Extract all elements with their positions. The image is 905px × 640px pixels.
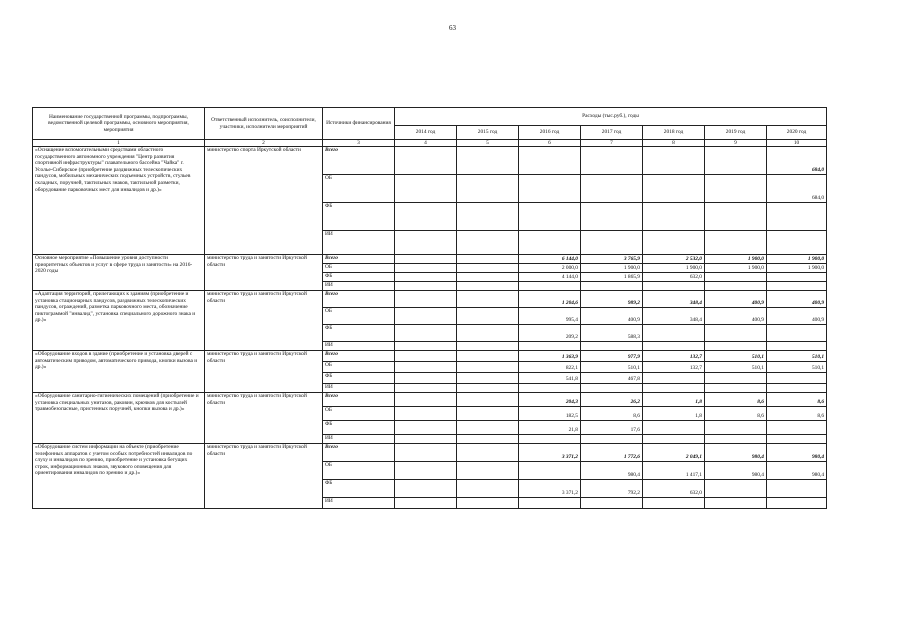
expense-value-cell: 1 900,0 — [767, 264, 827, 273]
expense-value-cell — [395, 421, 457, 435]
expense-value-cell — [457, 308, 519, 325]
executor-cell: министерство труда и занятости Иркутской области — [205, 393, 323, 444]
expense-value-cell: 209,2 — [519, 325, 581, 342]
expense-value-cell: 17,6 — [581, 421, 643, 435]
expense-value-cell — [519, 462, 581, 480]
header-year: 2018 год — [643, 126, 705, 140]
expense-value-cell: 400,9 — [767, 291, 827, 308]
expense-value-cell: 132,7 — [643, 362, 705, 373]
activity-name-cell: «Адаптация территорий, прилегающих к зданиям (приобретение и установка стационарных пандусов, раздвижных телескопических пандусов, ограждений, разметка парковочного места, обозначение пиктограммой "инвалид", установка специального дорожного знака и др.)» — [33, 291, 205, 351]
header-year: 2016 год — [519, 126, 581, 140]
expense-value-cell — [705, 175, 767, 203]
expense-value-cell — [643, 384, 705, 393]
expense-value-cell — [643, 203, 705, 231]
expense-value-cell — [767, 342, 827, 351]
expense-value-cell: 510,1 — [767, 362, 827, 373]
expense-value-cell — [457, 421, 519, 435]
expense-value-cell: 632,0 — [643, 480, 705, 498]
expense-value-cell: 684,0 — [767, 175, 827, 203]
funding-source-cell: Всего — [323, 393, 395, 407]
expense-value-cell — [705, 231, 767, 255]
expense-value-cell — [519, 498, 581, 509]
expense-value-cell — [457, 255, 519, 264]
expense-value-cell: 8,6 — [705, 393, 767, 407]
expense-value-cell — [457, 273, 519, 282]
expense-value-cell — [643, 435, 705, 444]
expense-value-cell — [767, 203, 827, 231]
expense-value-cell — [643, 147, 705, 175]
expense-value-cell — [457, 480, 519, 498]
column-index: 2 — [205, 140, 323, 147]
expense-value-cell — [395, 444, 457, 462]
expense-value-cell — [395, 362, 457, 373]
expense-value-cell — [581, 231, 643, 255]
expense-value-cell — [519, 175, 581, 203]
expense-value-cell: 510,1 — [705, 351, 767, 362]
expense-value-cell — [457, 175, 519, 203]
expense-value-cell: 1,8 — [643, 393, 705, 407]
expense-value-cell — [395, 498, 457, 509]
header-year: 2020 год — [767, 126, 827, 140]
expense-value-cell — [457, 203, 519, 231]
expense-value-cell: 8,6 — [767, 393, 827, 407]
expense-value-cell: 400,9 — [705, 291, 767, 308]
expense-value-cell: 684,0 — [767, 147, 827, 175]
expense-value-cell — [519, 282, 581, 291]
budget-table-sheet — [32, 107, 826, 509]
expense-value-cell: 980,4 — [705, 462, 767, 480]
expense-value-cell — [767, 498, 827, 509]
expense-value-cell: 980,4 — [767, 462, 827, 480]
expense-value-cell — [767, 435, 827, 444]
expense-value-cell — [395, 373, 457, 384]
expense-value-cell: 8,6 — [581, 407, 643, 421]
expense-value-cell: 2 532,0 — [643, 255, 705, 264]
expense-value-cell — [395, 231, 457, 255]
expense-value-cell — [395, 407, 457, 421]
expense-value-cell — [395, 264, 457, 273]
funding-source-cell: ИИ — [323, 282, 395, 291]
expense-value-cell: 588,3 — [581, 325, 643, 342]
expense-value-cell: 632,0 — [643, 273, 705, 282]
column-index: 3 — [323, 140, 395, 147]
executor-cell: министерство труда и занятости Иркутской области — [205, 291, 323, 351]
expense-value-cell — [705, 342, 767, 351]
expense-value-cell — [767, 480, 827, 498]
expense-value-cell: 510,1 — [705, 362, 767, 373]
expense-value-cell: 400,9 — [767, 308, 827, 325]
expense-value-cell: 980,4 — [581, 462, 643, 480]
expense-value-cell — [705, 325, 767, 342]
column-index: 5 — [457, 140, 519, 147]
expense-value-cell — [581, 498, 643, 509]
expense-value-cell — [643, 421, 705, 435]
expense-value-cell: 3 371,2 — [519, 444, 581, 462]
expense-value-cell: 1 363,9 — [519, 351, 581, 362]
expense-value-cell — [457, 498, 519, 509]
expense-value-cell — [705, 498, 767, 509]
expense-value-cell — [643, 342, 705, 351]
expense-value-cell: 822,1 — [519, 362, 581, 373]
expense-value-cell: 792,2 — [581, 480, 643, 498]
expense-value-cell: 980,4 — [767, 444, 827, 462]
expense-value-cell — [457, 282, 519, 291]
activity-name-cell: «Оснащение вспомогательными средствами областного государственного автономного учреждения "Центр развития спортивной инфраструктуры" плавательного бассейна "Чайка" г. Усолье-Сибирское (приобретение раздвижных телескопических пандусов, мобильных механических подъемных устройств, стульев складных, поручней, тактильных знаков, тактильной разметки, оборудование парковочных мест для инвалидов и др.)» — [33, 147, 205, 255]
expense-value-cell — [457, 264, 519, 273]
expense-value-cell — [395, 255, 457, 264]
expense-value-cell — [457, 351, 519, 362]
expenses-table — [32, 107, 827, 509]
executor-cell: министерство труда и занятости Иркутской области — [205, 351, 323, 393]
column-index: 7 — [581, 140, 643, 147]
expense-value-cell: 980,4 — [705, 444, 767, 462]
header-expenses: Расходы (тыс.руб.), годы — [395, 108, 827, 126]
expense-value-cell: 1 900,0 — [581, 264, 643, 273]
funding-source-cell: ФБ — [323, 373, 395, 384]
activity-name-cell: «Оборудование санитарно-гигиенических помещений (приобретение и установка специальных унитазов, раковин, крючков для костылей травмобезопасные, пристенных поручней, кнопки вызова и др.)» — [33, 393, 205, 444]
expense-value-cell: 1 900,0 — [767, 255, 827, 264]
expense-value-cell — [581, 147, 643, 175]
expense-value-cell — [457, 462, 519, 480]
expense-value-cell — [581, 282, 643, 291]
expense-value-cell — [581, 435, 643, 444]
expense-value-cell — [457, 231, 519, 255]
expense-value-cell — [395, 351, 457, 362]
funding-source-cell: ФБ — [323, 273, 395, 282]
expense-value-cell: 2 049,1 — [643, 444, 705, 462]
funding-source-cell: Всего — [323, 147, 395, 175]
expense-value-cell: 348,4 — [643, 308, 705, 325]
expense-value-cell: 4 144,0 — [519, 273, 581, 282]
expense-value-cell: 182,5 — [519, 407, 581, 421]
expense-value-cell: 132,7 — [643, 351, 705, 362]
expense-value-cell — [767, 325, 827, 342]
table-row — [33, 444, 827, 462]
expense-value-cell: 3 371,2 — [519, 480, 581, 498]
header-year: 2014 год — [395, 126, 457, 140]
funding-source-cell: ОБ — [323, 407, 395, 421]
expense-value-cell: 204,3 — [519, 393, 581, 407]
expense-value-cell — [395, 462, 457, 480]
expense-value-cell — [457, 147, 519, 175]
funding-source-cell: ИИ — [323, 384, 395, 393]
expense-value-cell: 1 865,9 — [581, 273, 643, 282]
executor-cell: министерство труда и занятости Иркутской области — [205, 444, 323, 509]
expense-value-cell — [457, 325, 519, 342]
expense-value-cell — [395, 291, 457, 308]
funding-source-cell: ИИ — [323, 498, 395, 509]
expense-value-cell: 3 765,9 — [581, 255, 643, 264]
expense-value-cell — [395, 480, 457, 498]
expense-value-cell — [705, 373, 767, 384]
expense-value-cell — [767, 273, 827, 282]
expense-value-cell: 1 772,6 — [581, 444, 643, 462]
executor-cell: министерство труда и занятости Иркутской области — [205, 255, 323, 291]
expense-value-cell — [457, 342, 519, 351]
expense-value-cell — [767, 384, 827, 393]
funding-source-cell: Всего — [323, 291, 395, 308]
expense-value-cell — [767, 282, 827, 291]
expense-value-cell — [519, 342, 581, 351]
expense-value-cell: 1 204,6 — [519, 291, 581, 308]
column-index: 1 — [33, 140, 205, 147]
expense-value-cell — [705, 480, 767, 498]
expense-value-cell — [395, 203, 457, 231]
expense-value-cell: 989,2 — [581, 291, 643, 308]
expense-value-cell — [705, 273, 767, 282]
expense-value-cell: 1 900,0 — [643, 264, 705, 273]
column-index: 6 — [519, 140, 581, 147]
expense-value-cell: 541,8 — [519, 373, 581, 384]
expense-value-cell — [767, 373, 827, 384]
header-year: 2017 год — [581, 126, 643, 140]
expense-value-cell — [767, 231, 827, 255]
table-row — [33, 255, 827, 264]
expense-value-cell — [395, 308, 457, 325]
expense-value-cell — [643, 498, 705, 509]
expense-value-cell — [395, 393, 457, 407]
expense-value-cell: 977,9 — [581, 351, 643, 362]
expense-value-cell — [395, 325, 457, 342]
activity-name-cell: Основное мероприятие «Повышение уровня доступности приоритетных объектов и услуг в сфере труда и занятости» на 2016-2020 годы — [33, 255, 205, 291]
page-number: 63 — [449, 24, 456, 32]
funding-source-cell: ФБ — [323, 325, 395, 342]
expense-value-cell: 8,6 — [767, 407, 827, 421]
expense-value-cell: 6 144,0 — [519, 255, 581, 264]
expense-value-cell — [581, 203, 643, 231]
column-index: 9 — [705, 140, 767, 147]
funding-source-cell: ФБ — [323, 480, 395, 498]
activity-name-cell: «Оборудование входов в здание (приобретение и установка дверей с автоматическим приводом, автоматического привода, кнопки вызова и др.)» — [33, 351, 205, 393]
expense-value-cell: 995,4 — [519, 308, 581, 325]
expense-value-cell — [395, 175, 457, 203]
activity-name-cell: «Оборудование систем информации на объекте (приобретение телефонных аппаратов с учетом особых потребностей инвалидов по слуху и инвалидов по зрению, приобретение и установка бегущих строк, информационных знаков, звукового оповещения для ориентирования инвалидов по зрению и др.)» — [33, 444, 205, 509]
expense-value-cell — [457, 444, 519, 462]
expense-value-cell: 1 417,1 — [643, 462, 705, 480]
expense-value-cell — [395, 282, 457, 291]
funding-source-cell: ОБ — [323, 462, 395, 480]
expense-value-cell — [705, 147, 767, 175]
expense-value-cell — [643, 282, 705, 291]
expense-value-cell — [705, 421, 767, 435]
expense-value-cell — [643, 325, 705, 342]
expense-value-cell: 510,1 — [767, 351, 827, 362]
expense-value-cell — [395, 147, 457, 175]
expense-value-cell — [643, 175, 705, 203]
expense-value-cell — [395, 384, 457, 393]
table-row — [33, 351, 827, 362]
funding-source-cell: ОБ — [323, 264, 395, 273]
expense-value-cell — [519, 231, 581, 255]
executor-cell: министерство спорта Иркутской области — [205, 147, 323, 255]
expense-value-cell — [581, 342, 643, 351]
expense-value-cell: 8,6 — [705, 407, 767, 421]
funding-source-cell: ОБ — [323, 308, 395, 325]
expense-value-cell — [457, 373, 519, 384]
table-body — [33, 147, 827, 509]
expense-value-cell — [519, 384, 581, 393]
column-index-row — [33, 140, 827, 147]
expense-value-cell: 400,9 — [581, 308, 643, 325]
expense-value-cell — [519, 435, 581, 444]
expense-value-cell — [457, 407, 519, 421]
header-year: 2015 год — [457, 126, 519, 140]
header-source-column: Источники финансирования — [323, 108, 395, 140]
expense-value-cell — [457, 291, 519, 308]
expense-value-cell — [519, 147, 581, 175]
expense-value-cell — [705, 203, 767, 231]
funding-source-cell: Всего — [323, 444, 395, 462]
expense-value-cell — [457, 362, 519, 373]
expense-value-cell — [705, 384, 767, 393]
funding-source-cell: ФБ — [323, 203, 395, 231]
column-index: 4 — [395, 140, 457, 147]
expense-value-cell: 510,1 — [581, 362, 643, 373]
expense-value-cell — [457, 393, 519, 407]
expense-value-cell — [643, 373, 705, 384]
table-row — [33, 147, 827, 175]
expense-value-cell — [519, 203, 581, 231]
header-executor-column: Ответственный исполнитель, соисполнители, участники, исполнители мероприятий — [205, 108, 323, 140]
table-row — [33, 291, 827, 308]
expense-value-cell: 26,2 — [581, 393, 643, 407]
expense-value-cell — [457, 435, 519, 444]
funding-source-cell: ФБ — [323, 421, 395, 435]
funding-source-cell: ОБ — [323, 175, 395, 203]
header-name-column: Наименование государственной программы, подпрограммы, ведомственной целевой программы, основного мероприятия, мероприятия — [33, 108, 205, 140]
header-year: 2019 год — [705, 126, 767, 140]
table-row — [33, 393, 827, 407]
expense-value-cell: 1 900,0 — [705, 264, 767, 273]
expense-value-cell — [705, 435, 767, 444]
funding-source-cell: ИИ — [323, 435, 395, 444]
funding-source-cell: ИИ — [323, 342, 395, 351]
expense-value-cell: 1 900,0 — [705, 255, 767, 264]
funding-source-cell: ОБ — [323, 362, 395, 373]
funding-source-cell: Всего — [323, 255, 395, 264]
funding-source-cell: ИИ — [323, 231, 395, 255]
expense-value-cell — [395, 273, 457, 282]
expense-value-cell — [767, 421, 827, 435]
expense-value-cell — [457, 384, 519, 393]
expense-value-cell — [395, 342, 457, 351]
column-index: 10 — [767, 140, 827, 147]
expense-value-cell — [643, 231, 705, 255]
funding-source-cell: Всего — [323, 351, 395, 362]
expense-value-cell: 21,8 — [519, 421, 581, 435]
expense-value-cell — [705, 282, 767, 291]
expense-value-cell — [395, 435, 457, 444]
expense-value-cell: 2 000,0 — [519, 264, 581, 273]
expense-value-cell: 467,8 — [581, 373, 643, 384]
expense-value-cell — [581, 384, 643, 393]
expense-value-cell: 348,4 — [643, 291, 705, 308]
expense-value-cell: 400,9 — [705, 308, 767, 325]
expense-value-cell: 1,8 — [643, 407, 705, 421]
column-index: 8 — [643, 140, 705, 147]
expense-value-cell — [581, 175, 643, 203]
